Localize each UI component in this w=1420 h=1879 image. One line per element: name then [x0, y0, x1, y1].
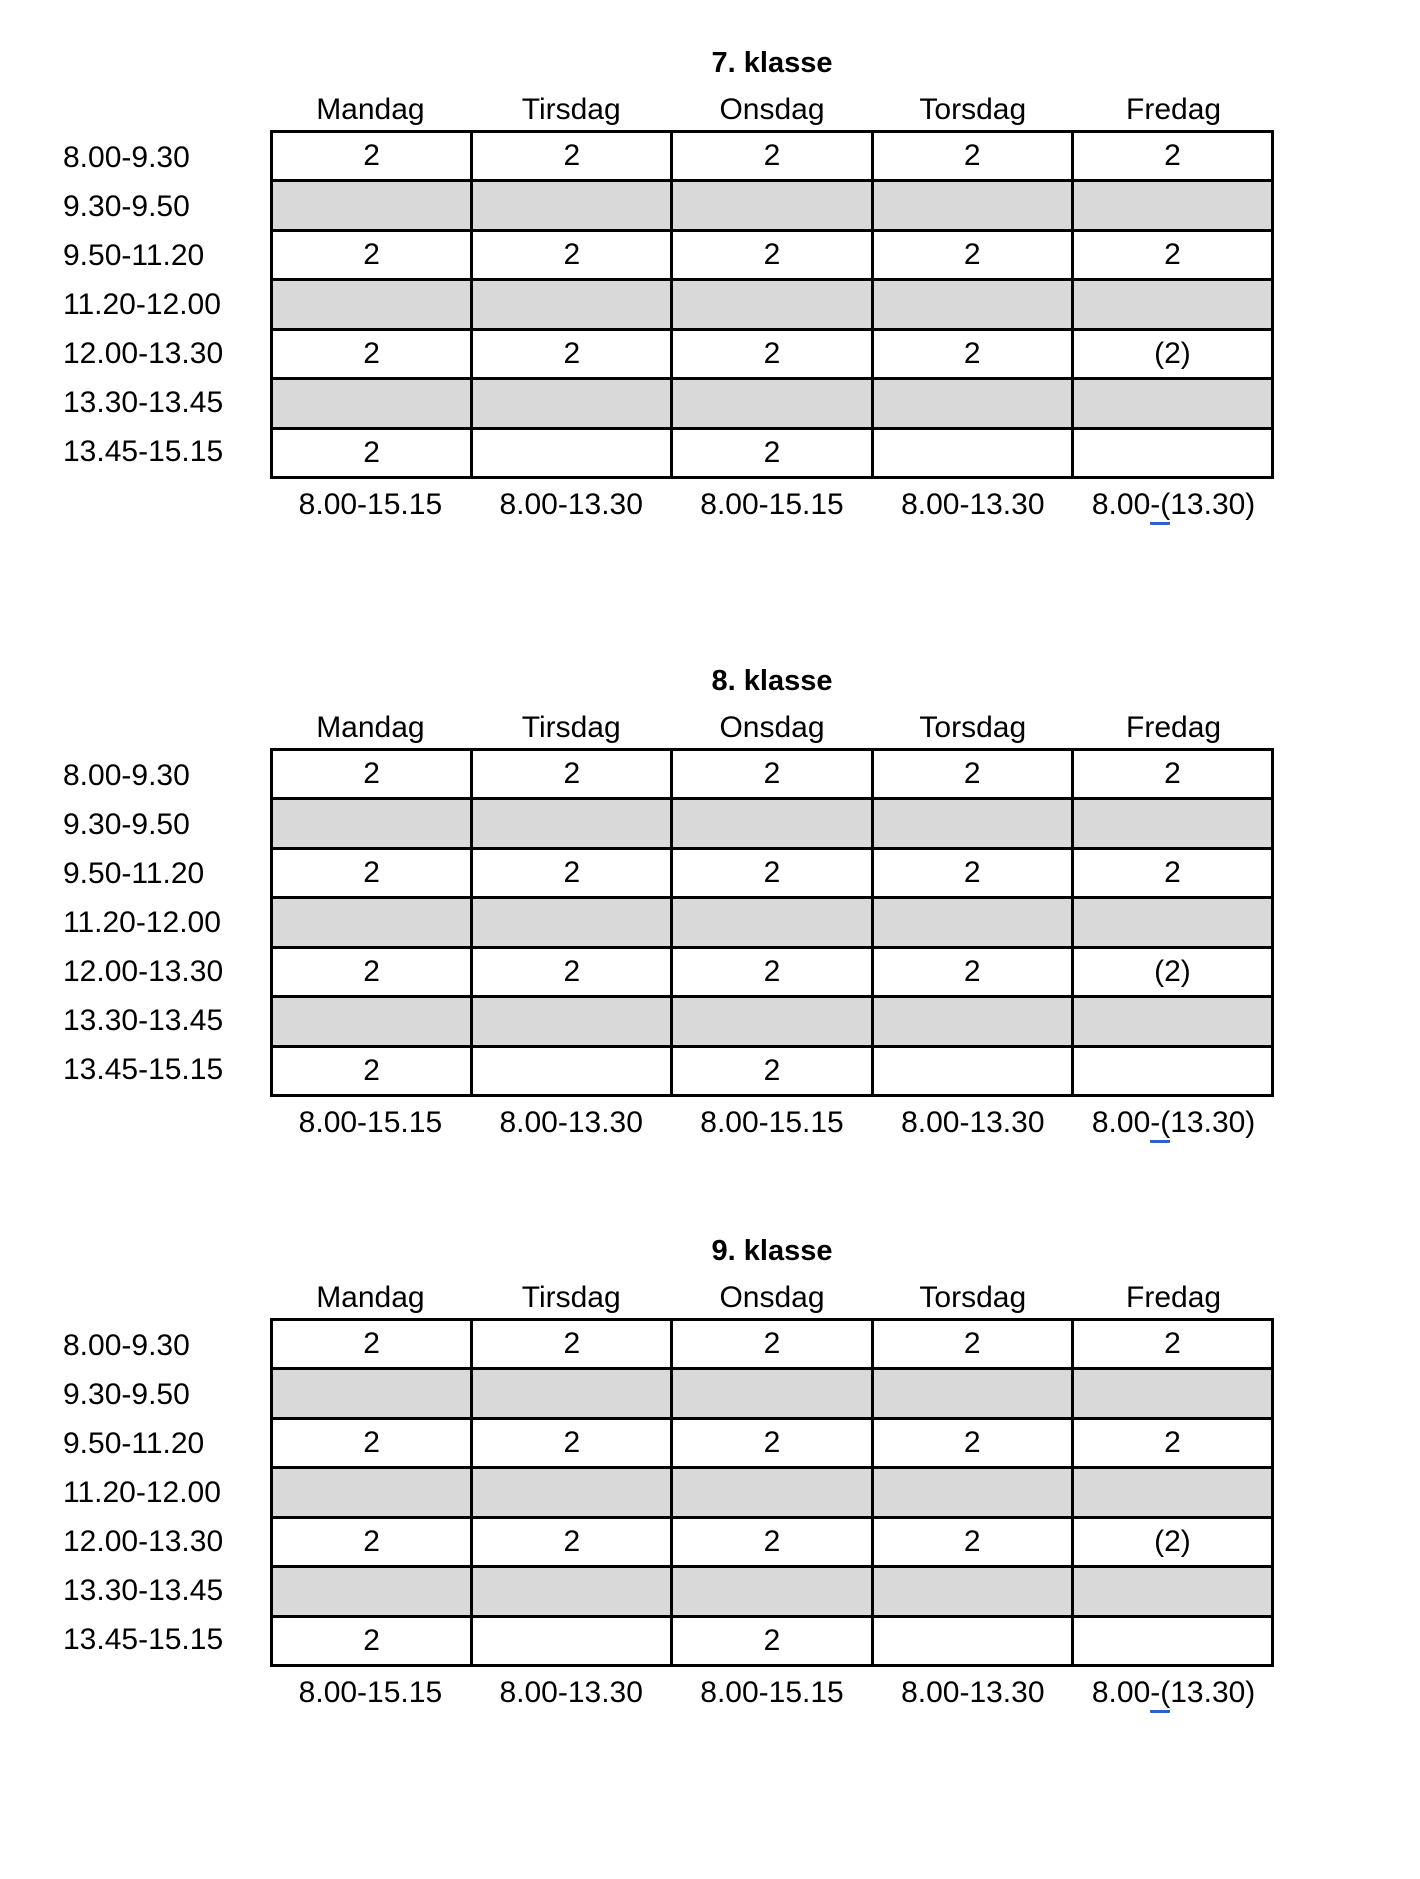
day-total-hours: 8.00-15.15 — [700, 1676, 844, 1709]
schedule-cell — [473, 1568, 673, 1614]
schedule-table-7-klasse — [0, 46, 1420, 576]
time-slot-label: 13.45-15.15 — [63, 1052, 224, 1086]
time-slot-label: 8.00-9.30 — [63, 140, 190, 174]
day-total-hours: 8.00-13.30 — [901, 1676, 1045, 1709]
time-slot-label: 13.30-13.45 — [63, 385, 224, 419]
schedule-cell: 2 — [874, 751, 1074, 797]
schedule-cell — [874, 1048, 1074, 1094]
schedule-cell: 2 — [473, 1420, 673, 1466]
daily-totals-row — [270, 1676, 1274, 1710]
schedule-cell: 2 — [273, 1321, 473, 1367]
time-slot-label: 13.45-15.15 — [63, 434, 224, 468]
schedule-cell — [473, 182, 673, 228]
schedule-cell — [673, 899, 873, 945]
lesson-row — [273, 133, 1271, 182]
total-text-prefix: 8.00 — [1091, 488, 1151, 521]
schedule-cell: 2 — [473, 850, 673, 896]
schedule-cell — [473, 899, 673, 945]
lesson-row — [273, 232, 1271, 281]
lesson-row — [273, 1618, 1271, 1664]
schedule-cell — [473, 430, 673, 476]
schedule-cell — [1074, 380, 1271, 426]
schedule-cell: 2 — [874, 850, 1074, 896]
day-header-fredag: Fredag — [1126, 1281, 1222, 1314]
schedule-cell — [874, 1469, 1074, 1515]
schedule-cell — [1074, 281, 1271, 327]
day-header-row — [270, 93, 1274, 127]
schedule-cell — [273, 380, 473, 426]
schedule-cell — [1074, 998, 1271, 1044]
schedule-cell — [473, 1048, 673, 1094]
schedule-cell — [473, 1618, 673, 1664]
time-slot-label: 11.20-12.00 — [63, 287, 221, 321]
schedule-cell — [874, 430, 1074, 476]
time-slot-label: 12.00-13.30 — [63, 954, 224, 988]
schedule-cell — [273, 998, 473, 1044]
day-total-hours — [1073, 488, 1274, 522]
schedule-cell: 2 — [473, 751, 673, 797]
day-header-onsdag: Onsdag — [719, 93, 825, 126]
schedule-cell — [273, 182, 473, 228]
schedule-cell — [1074, 1568, 1271, 1614]
schedule-cell: 2 — [673, 1048, 873, 1094]
time-slot-label: 13.30-13.45 — [63, 1573, 224, 1607]
schedule-cell — [273, 1370, 473, 1416]
schedule-cell — [1074, 1469, 1271, 1515]
schedule-cell — [673, 1469, 873, 1515]
total-text-suffix: 13.30) — [1170, 1106, 1256, 1139]
schedule-cell — [874, 899, 1074, 945]
schedule-cell — [874, 182, 1074, 228]
break-row — [273, 380, 1271, 429]
day-header-row — [270, 1281, 1274, 1315]
daily-totals-row — [270, 1106, 1274, 1140]
time-slot-label: 12.00-13.30 — [63, 1524, 224, 1558]
schedule-cell — [874, 281, 1074, 327]
schedule-cell — [1074, 899, 1271, 945]
schedule-cell: (2) — [1154, 954, 1191, 988]
schedule-cell — [273, 800, 473, 846]
day-total-hours: 8.00-13.30 — [499, 488, 643, 521]
day-header-mandag: Mandag — [316, 93, 425, 126]
grammar-check-underline: -( — [1150, 1106, 1170, 1143]
break-row — [273, 281, 1271, 330]
schedule-cell: 2 — [874, 232, 1074, 278]
schedule-cell — [273, 281, 473, 327]
lesson-row — [273, 751, 1271, 800]
schedule-cell — [1074, 1370, 1271, 1416]
schedule-cell: 2 — [473, 949, 673, 995]
table-title: 7. klasse — [711, 47, 833, 79]
schedule-cell — [1074, 430, 1271, 476]
schedule-cell: 2 — [874, 1420, 1074, 1466]
schedule-cell — [473, 1370, 673, 1416]
schedule-cell — [673, 800, 873, 846]
schedule-cell: 2 — [673, 1321, 873, 1367]
schedule-cell: 2 — [273, 949, 473, 995]
schedule-cell — [273, 1568, 473, 1614]
grammar-check-underline: -( — [1150, 488, 1170, 525]
day-total-hours — [1073, 1106, 1274, 1140]
schedule-cell — [473, 1469, 673, 1515]
total-text-prefix: 8.00 — [1091, 1676, 1151, 1709]
schedule-cell: 2 — [273, 331, 473, 377]
schedule-cell — [673, 998, 873, 1044]
time-slot-label: 13.45-15.15 — [63, 1622, 224, 1656]
time-slot-label: 9.30-9.50 — [63, 807, 190, 841]
schedule-cell — [874, 380, 1074, 426]
schedule-cell: 2 — [874, 1519, 1074, 1565]
lesson-row — [273, 1048, 1271, 1094]
schedule-cell: 2 — [273, 133, 473, 179]
day-header-torsdag: Torsdag — [919, 93, 1027, 126]
grammar-check-underline: -( — [1150, 1676, 1170, 1713]
schedule-cell: 2 — [473, 1519, 673, 1565]
day-total-hours: 8.00-15.15 — [298, 1676, 443, 1709]
day-header-fredag: Fredag — [1126, 93, 1222, 126]
time-slot-label: 9.50-11.20 — [63, 856, 205, 890]
schedule-cell — [874, 1370, 1074, 1416]
schedule-cell: 2 — [673, 1519, 873, 1565]
timetable-grid — [270, 748, 1274, 1097]
day-total-hours: 8.00-15.15 — [298, 488, 443, 521]
schedule-cell — [1074, 1048, 1271, 1094]
schedule-cell: 2 — [473, 232, 673, 278]
total-text-suffix: 13.30) — [1170, 488, 1256, 521]
table-title: 9. klasse — [711, 1235, 833, 1267]
schedule-cell: 2 — [273, 430, 473, 476]
timetable-grid — [270, 1318, 1274, 1667]
lesson-row — [273, 949, 1271, 998]
schedule-cell: 2 — [1164, 757, 1181, 791]
daily-totals-row — [270, 488, 1274, 522]
day-header-onsdag: Onsdag — [719, 711, 825, 744]
break-row — [273, 1469, 1271, 1518]
day-header-row — [270, 711, 1274, 745]
time-slot-label: 12.00-13.30 — [63, 336, 224, 370]
schedule-cell — [1074, 1618, 1271, 1664]
break-row — [273, 1370, 1271, 1419]
table-title: 8. klasse — [711, 665, 833, 697]
schedule-table-9-klasse — [0, 1234, 1420, 1764]
lesson-row — [273, 1519, 1271, 1568]
lesson-row — [273, 331, 1271, 380]
time-slot-label: 9.30-9.50 — [63, 1377, 190, 1411]
schedule-cell: 2 — [673, 232, 873, 278]
day-header-tirsdag: Tirsdag — [521, 93, 621, 126]
time-slot-label: 8.00-9.30 — [63, 1328, 190, 1362]
schedule-cell: 2 — [273, 850, 473, 896]
schedule-cell: 2 — [673, 1618, 873, 1664]
schedule-cell — [1074, 800, 1271, 846]
schedule-cell: 2 — [273, 1048, 473, 1094]
schedule-cell — [673, 182, 873, 228]
schedule-cell — [673, 281, 873, 327]
schedule-cell: 2 — [273, 1519, 473, 1565]
schedule-cell — [473, 380, 673, 426]
day-total-hours: 8.00-15.15 — [298, 1106, 443, 1139]
schedule-cell: 2 — [473, 133, 673, 179]
schedule-cell — [673, 380, 873, 426]
lesson-row — [273, 850, 1271, 899]
break-row — [273, 899, 1271, 948]
schedule-cell: 2 — [1164, 139, 1181, 173]
schedule-cell: 2 — [1164, 1426, 1181, 1460]
schedule-cell: 2 — [673, 331, 873, 377]
day-header-mandag: Mandag — [316, 711, 425, 744]
day-header-tirsdag: Tirsdag — [521, 1281, 621, 1314]
lesson-row — [273, 1321, 1271, 1370]
day-total-hours: 8.00-15.15 — [700, 488, 844, 521]
schedule-cell: 2 — [673, 949, 873, 995]
time-slot-label: 11.20-12.00 — [63, 905, 221, 939]
total-text-suffix: 13.30) — [1170, 1676, 1256, 1709]
schedule-cell: 2 — [874, 949, 1074, 995]
time-slot-label: 11.20-12.00 — [63, 1475, 221, 1509]
total-text-prefix: 8.00 — [1091, 1106, 1151, 1139]
schedule-cell: 2 — [1164, 238, 1181, 272]
schedule-cell: 2 — [273, 1420, 473, 1466]
timetable-grid — [270, 130, 1274, 479]
schedule-cell — [673, 1370, 873, 1416]
schedule-cell: 2 — [1164, 1327, 1181, 1361]
schedule-table-8-klasse — [0, 664, 1420, 1194]
break-row — [273, 1568, 1271, 1617]
schedule-cell — [1074, 182, 1271, 228]
day-header-onsdag: Onsdag — [719, 1281, 825, 1314]
break-row — [273, 800, 1271, 849]
schedule-cell: 2 — [273, 1618, 473, 1664]
schedule-cell — [273, 899, 473, 945]
schedule-cell: 2 — [273, 751, 473, 797]
schedule-cell — [273, 1469, 473, 1515]
schedule-cell: 2 — [473, 1321, 673, 1367]
day-total-hours — [1073, 1676, 1274, 1710]
day-total-hours: 8.00-13.30 — [901, 488, 1045, 521]
schedule-cell: 2 — [673, 1420, 873, 1466]
schedule-cell: 2 — [673, 133, 873, 179]
schedule-cell — [874, 800, 1074, 846]
schedule-cell: 2 — [673, 751, 873, 797]
day-header-torsdag: Torsdag — [919, 711, 1027, 744]
schedule-cell: 2 — [874, 1321, 1074, 1367]
time-slot-label: 13.30-13.45 — [63, 1003, 224, 1037]
time-slot-label: 9.50-11.20 — [63, 1426, 205, 1460]
time-slot-label: 8.00-9.30 — [63, 758, 190, 792]
day-total-hours: 8.00-13.30 — [499, 1106, 643, 1139]
day-header-fredag: Fredag — [1126, 711, 1222, 744]
day-header-mandag: Mandag — [316, 1281, 425, 1314]
schedule-cell: (2) — [1154, 336, 1191, 370]
lesson-row — [273, 430, 1271, 476]
schedule-cell: 2 — [673, 430, 873, 476]
schedule-cell — [473, 800, 673, 846]
break-row — [273, 182, 1271, 231]
day-total-hours: 8.00-15.15 — [700, 1106, 844, 1139]
schedule-cell: 2 — [1164, 856, 1181, 890]
schedule-cell: 2 — [273, 232, 473, 278]
day-header-torsdag: Torsdag — [919, 1281, 1027, 1314]
day-total-hours: 8.00-13.30 — [901, 1106, 1045, 1139]
break-row — [273, 998, 1271, 1047]
day-header-tirsdag: Tirsdag — [521, 711, 621, 744]
schedule-cell: (2) — [1154, 1524, 1191, 1558]
time-slot-label: 9.50-11.20 — [63, 238, 205, 272]
time-slot-label: 9.30-9.50 — [63, 189, 190, 223]
schedule-cell — [874, 1618, 1074, 1664]
schedule-cell: 2 — [473, 331, 673, 377]
schedule-cell — [473, 281, 673, 327]
schedule-cell: 2 — [673, 850, 873, 896]
schedule-cell — [874, 998, 1074, 1044]
schedule-cell — [874, 1568, 1074, 1614]
schedule-cell: 2 — [874, 331, 1074, 377]
schedule-cell: 2 — [874, 133, 1074, 179]
schedule-cell — [473, 998, 673, 1044]
lesson-row — [273, 1420, 1271, 1469]
schedule-cell — [673, 1568, 873, 1614]
day-total-hours: 8.00-13.30 — [499, 1676, 643, 1709]
